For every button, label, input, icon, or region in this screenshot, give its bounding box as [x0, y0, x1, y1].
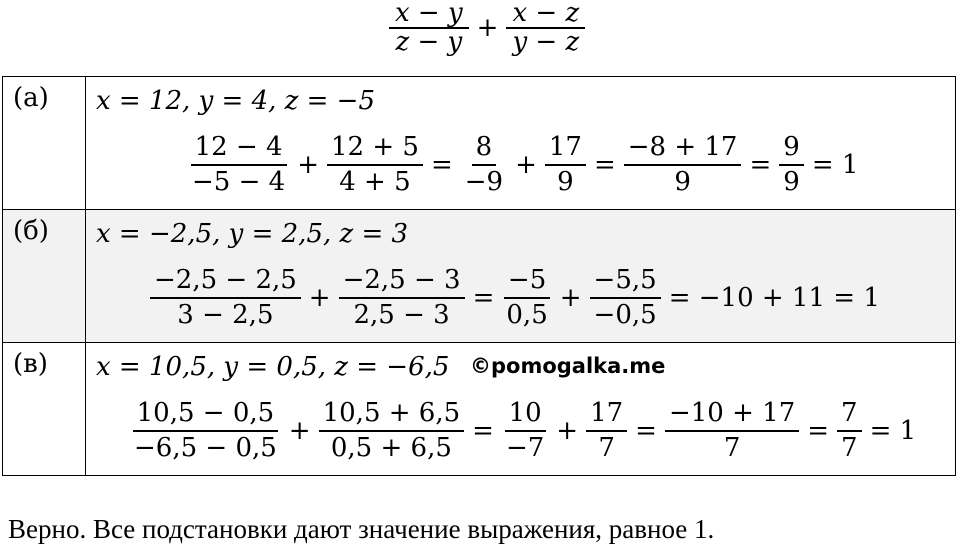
- row-label: (а): [3, 77, 86, 210]
- numerator: 17: [586, 400, 627, 432]
- denominator: −7: [505, 433, 545, 463]
- fraction: [624, 131, 742, 197]
- denominator: 9: [783, 167, 800, 197]
- result: = 1: [811, 150, 859, 180]
- given-values: x = −2,5, y = 2,5, z = 3: [96, 219, 409, 249]
- operator: +: [515, 150, 537, 180]
- row-content: [86, 210, 956, 343]
- conclusion-text: Верно. Все подстановки дают значение выражения, равное 1.: [8, 514, 715, 544]
- operator: +: [559, 283, 582, 313]
- denominator: y − z: [512, 27, 580, 58]
- numerator: −10 + 17: [665, 400, 799, 432]
- calculation: [86, 121, 955, 209]
- numerator: −5,5: [590, 267, 661, 299]
- numerator: x − z: [506, 0, 585, 29]
- given-values: x = 12, y = 4, z = −5: [96, 86, 376, 116]
- fraction: [327, 131, 423, 197]
- fraction: [502, 397, 548, 463]
- numerator: 17: [545, 134, 586, 166]
- operator: =: [472, 416, 494, 446]
- fraction: [461, 131, 507, 197]
- result: = −10 + 11 = 1: [668, 283, 880, 313]
- denominator: 0,5: [506, 300, 548, 330]
- fraction: [590, 264, 661, 330]
- row-content: [86, 77, 956, 210]
- fraction: [339, 264, 465, 330]
- denominator: −6,5 − 0,5: [134, 433, 277, 463]
- numerator: 7: [837, 400, 862, 432]
- calculation: [86, 254, 955, 342]
- denominator: 7: [841, 433, 858, 463]
- denominator: z − y: [395, 27, 463, 58]
- numerator: 8: [472, 134, 497, 166]
- expression-header: [385, 0, 589, 57]
- fraction: [665, 397, 799, 463]
- solution-table: [2, 76, 956, 476]
- given-values: x = 10,5, y = 0,5, z = −6,5: [96, 352, 450, 382]
- plus-sign: +: [476, 13, 499, 44]
- denominator: −5 − 4: [192, 167, 286, 197]
- table-row: [3, 77, 956, 210]
- numerator: 10,5 + 6,5: [319, 400, 465, 432]
- numerator: −5: [504, 267, 550, 299]
- operator: =: [635, 416, 657, 446]
- table-row: [3, 210, 956, 343]
- numerator: x − y: [389, 0, 469, 29]
- watermark: ©pomogalka.me: [470, 354, 666, 378]
- numerator: 12 + 5: [327, 134, 423, 166]
- operator: +: [288, 416, 311, 446]
- fraction: [319, 397, 465, 463]
- fraction: [130, 397, 281, 463]
- calculation: [86, 387, 955, 475]
- numerator: 12 − 4: [191, 134, 287, 166]
- denominator: 0,5 + 6,5: [330, 433, 452, 463]
- numerator: −2,5 − 2,5: [150, 267, 301, 299]
- operator: =: [807, 416, 830, 446]
- denominator: 7: [723, 433, 741, 463]
- denominator: 7: [598, 433, 615, 463]
- denominator: −9: [464, 167, 504, 197]
- numerator: 9: [779, 134, 804, 166]
- denominator: 2,5 − 3: [353, 300, 450, 330]
- numerator: 10,5 − 0,5: [133, 400, 279, 432]
- fraction: [502, 264, 551, 330]
- denominator: 4 + 5: [339, 167, 411, 197]
- row-label: (б): [3, 210, 86, 343]
- operator: =: [472, 283, 495, 313]
- header-fraction-1: [389, 0, 469, 57]
- denominator: −0,5: [593, 300, 657, 330]
- row-label: (в): [3, 343, 86, 476]
- operator: =: [430, 150, 453, 180]
- denominator: 3 − 2,5: [177, 300, 274, 330]
- fraction: [150, 264, 301, 330]
- fraction: [545, 131, 586, 197]
- fraction: [586, 397, 627, 463]
- fraction: [837, 397, 862, 463]
- result: = 1: [869, 416, 917, 446]
- operator: +: [556, 416, 579, 446]
- operator: =: [749, 150, 772, 180]
- operator: =: [593, 150, 616, 180]
- operator: +: [297, 150, 319, 180]
- numerator: −8 + 17: [624, 134, 742, 166]
- numerator: 10: [505, 400, 546, 432]
- denominator: 9: [674, 167, 691, 197]
- numerator: −2,5 − 3: [339, 267, 465, 299]
- fraction: [779, 131, 804, 197]
- fraction: [188, 131, 289, 197]
- denominator: 9: [557, 167, 574, 197]
- operator: +: [308, 283, 331, 313]
- header-fraction-2: [506, 0, 585, 57]
